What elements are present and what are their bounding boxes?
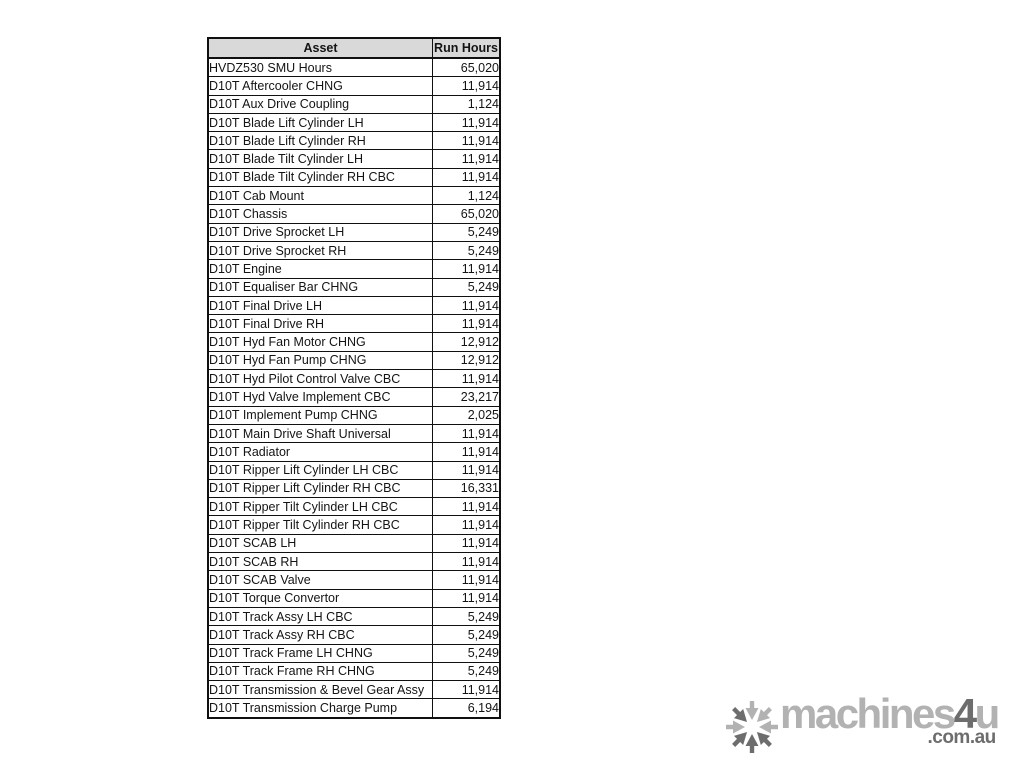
table-row	[208, 187, 500, 205]
table-row	[208, 241, 500, 259]
asset-cell: D10T Ripper Lift Cylinder RH CBC	[208, 479, 433, 497]
asset-cell: D10T Main Drive Shaft Universal	[208, 424, 433, 442]
asset-cell: HVDZ530 SMU Hours	[208, 58, 433, 77]
table-row	[208, 553, 500, 571]
run-hours-cell: 5,249	[433, 241, 501, 259]
table-row	[208, 296, 500, 314]
asset-cell: D10T Equaliser Bar CHNG	[208, 278, 433, 296]
run-hours-cell: 11,914	[433, 534, 501, 552]
asset-cell: D10T Blade Lift Cylinder LH	[208, 113, 433, 131]
asset-cell: D10T Torque Convertor	[208, 589, 433, 607]
brand-u: u	[974, 690, 998, 737]
header-row	[208, 38, 500, 58]
table-row	[208, 95, 500, 113]
table-row	[208, 315, 500, 333]
asset-cell: D10T Engine	[208, 260, 433, 278]
run-hours-cell: 11,914	[433, 461, 501, 479]
run-hours-cell: 11,914	[433, 168, 501, 186]
asset-cell: D10T Chassis	[208, 205, 433, 223]
table-body	[208, 58, 500, 718]
asset-cell: D10T Ripper Tilt Cylinder LH CBC	[208, 498, 433, 516]
brand-machines: machines	[780, 690, 954, 737]
asset-cell: D10T Track Frame LH CHNG	[208, 644, 433, 662]
asset-cell: D10T Hyd Pilot Control Valve CBC	[208, 370, 433, 388]
table-row	[208, 424, 500, 442]
table-row	[208, 223, 500, 241]
asset-cell: D10T Ripper Lift Cylinder LH CBC	[208, 461, 433, 479]
run-hours-cell: 5,249	[433, 278, 501, 296]
run-hours-cell: 2,025	[433, 406, 501, 424]
asset-cell: D10T Hyd Valve Implement CBC	[208, 388, 433, 406]
asset-cell: D10T Radiator	[208, 443, 433, 461]
run-hours-cell: 1,124	[433, 95, 501, 113]
run-hours-cell: 11,914	[433, 443, 501, 461]
brand-4: 4	[953, 690, 975, 737]
table-row	[208, 260, 500, 278]
asset-cell: D10T Drive Sprocket RH	[208, 241, 433, 259]
run-hours-cell: 1,124	[433, 187, 501, 205]
asset-cell: D10T Aux Drive Coupling	[208, 95, 433, 113]
asset-cell: D10T Blade Tilt Cylinder LH	[208, 150, 433, 168]
run-hours-cell: 12,912	[433, 351, 501, 369]
table-row	[208, 571, 500, 589]
brand-text	[780, 692, 998, 747]
run-hours-cell: 11,914	[433, 553, 501, 571]
run-hours-cell: 11,914	[433, 77, 501, 95]
table-row	[208, 150, 500, 168]
machines4u-watermark	[726, 692, 998, 755]
table-row	[208, 589, 500, 607]
asset-cell: D10T SCAB Valve	[208, 571, 433, 589]
run-hours-cell: 5,249	[433, 607, 501, 625]
run-hours-cell: 5,249	[433, 644, 501, 662]
column-header-run-hours: Run Hours	[433, 38, 501, 58]
run-hours-cell: 11,914	[433, 132, 501, 150]
table-row	[208, 58, 500, 77]
table-row	[208, 644, 500, 662]
starburst-icon	[726, 699, 778, 755]
table-row	[208, 607, 500, 625]
table-row	[208, 113, 500, 131]
table-row	[208, 278, 500, 296]
run-hours-cell: 11,914	[433, 516, 501, 534]
table-row	[208, 699, 500, 718]
run-hours-cell: 11,914	[433, 113, 501, 131]
run-hours-cell: 11,914	[433, 424, 501, 442]
table-row	[208, 205, 500, 223]
run-hours-cell: 65,020	[433, 58, 501, 77]
asset-cell: D10T Aftercooler CHNG	[208, 77, 433, 95]
table-row	[208, 626, 500, 644]
run-hours-cell: 11,914	[433, 260, 501, 278]
table-row	[208, 370, 500, 388]
asset-cell: D10T Track Assy LH CBC	[208, 607, 433, 625]
asset-cell: D10T Track Frame RH CHNG	[208, 662, 433, 680]
table-row	[208, 516, 500, 534]
asset-cell: D10T Drive Sprocket LH	[208, 223, 433, 241]
run-hours-cell: 5,249	[433, 662, 501, 680]
run-hours-cell: 11,914	[433, 370, 501, 388]
run-hours-cell: 11,914	[433, 571, 501, 589]
run-hours-cell: 6,194	[433, 699, 501, 718]
run-hours-cell: 11,914	[433, 589, 501, 607]
asset-cell: D10T Transmission Charge Pump	[208, 699, 433, 718]
run-hours-cell: 5,249	[433, 223, 501, 241]
asset-cell: D10T Transmission & Bevel Gear Assy	[208, 681, 433, 699]
run-hours-cell: 11,914	[433, 498, 501, 516]
asset-cell: D10T Ripper Tilt Cylinder RH CBC	[208, 516, 433, 534]
column-header-asset: Asset	[208, 38, 433, 58]
asset-cell: D10T Hyd Fan Pump CHNG	[208, 351, 433, 369]
table-row	[208, 534, 500, 552]
run-hours-cell: 11,914	[433, 150, 501, 168]
asset-cell: D10T Blade Lift Cylinder RH	[208, 132, 433, 150]
table-row	[208, 333, 500, 351]
run-hours-cell: 16,331	[433, 479, 501, 497]
table-row	[208, 443, 500, 461]
asset-cell: D10T Implement Pump CHNG	[208, 406, 433, 424]
asset-cell: D10T SCAB LH	[208, 534, 433, 552]
table-row	[208, 168, 500, 186]
table-row	[208, 388, 500, 406]
run-hours-cell: 23,217	[433, 388, 501, 406]
table-row	[208, 662, 500, 680]
table-row	[208, 479, 500, 497]
table-row	[208, 406, 500, 424]
table-row	[208, 681, 500, 699]
table-row	[208, 498, 500, 516]
asset-cell: D10T Track Assy RH CBC	[208, 626, 433, 644]
asset-run-hours-table	[207, 37, 501, 719]
run-hours-cell: 11,914	[433, 315, 501, 333]
table-row	[208, 77, 500, 95]
run-hours-cell: 5,249	[433, 626, 501, 644]
table-row	[208, 132, 500, 150]
run-hours-cell: 65,020	[433, 205, 501, 223]
asset-cell: D10T Final Drive LH	[208, 296, 433, 314]
asset-cell: D10T Final Drive RH	[208, 315, 433, 333]
run-hours-cell: 12,912	[433, 333, 501, 351]
asset-cell: D10T Blade Tilt Cylinder RH CBC	[208, 168, 433, 186]
run-hours-cell: 11,914	[433, 296, 501, 314]
asset-cell: D10T Hyd Fan Motor CHNG	[208, 333, 433, 351]
asset-cell: D10T Cab Mount	[208, 187, 433, 205]
table-row	[208, 351, 500, 369]
run-hours-cell: 11,914	[433, 681, 501, 699]
table-row	[208, 461, 500, 479]
asset-cell: D10T SCAB RH	[208, 553, 433, 571]
brand-domain: .com.au	[927, 727, 996, 749]
